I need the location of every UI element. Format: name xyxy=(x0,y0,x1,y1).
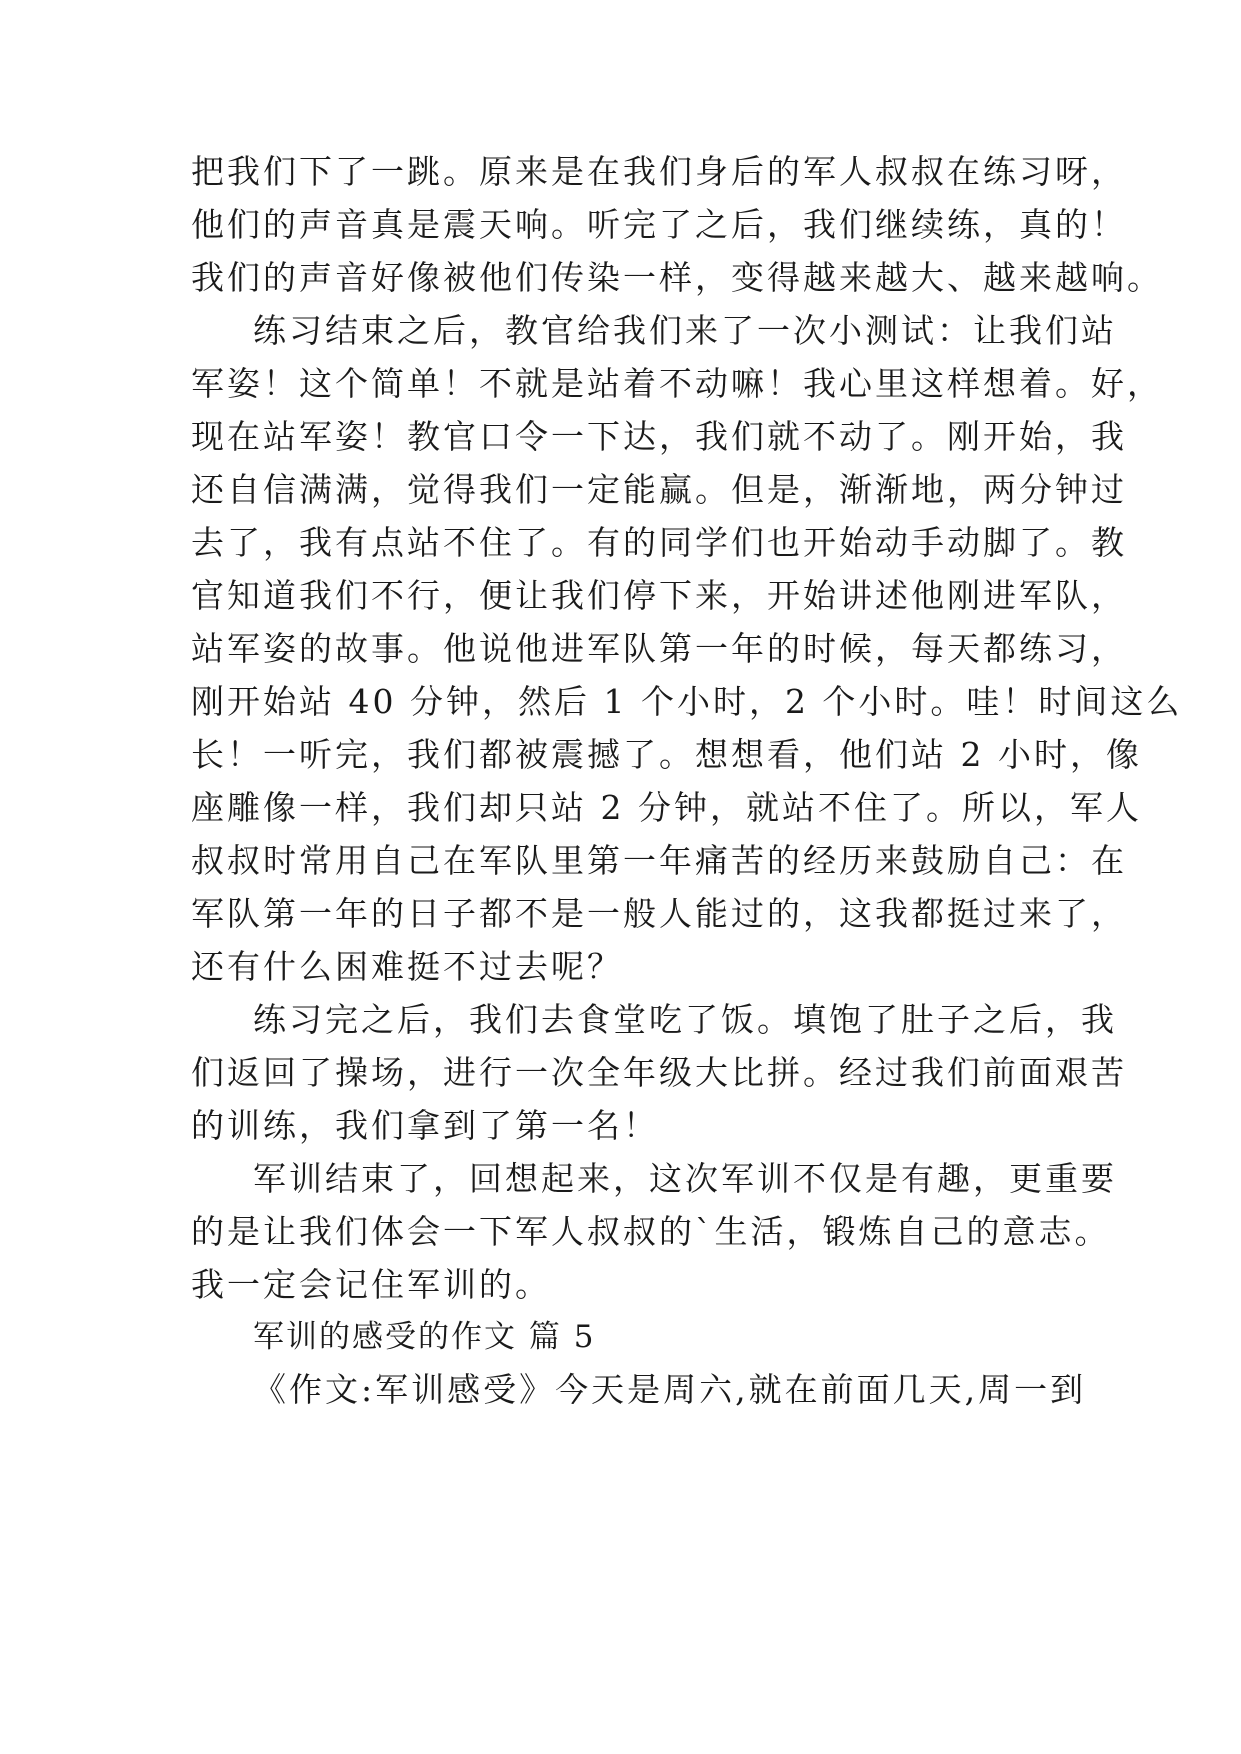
body-line: 我一定会记住军训的。 xyxy=(191,1265,551,1304)
body-line: 现在站军姿！教官口令一下达，我们就不动了。刚开始，我 xyxy=(191,417,1127,456)
body-line: 叔叔时常用自己在军队里第一年痛苦的经历来鼓励自己：在 xyxy=(191,841,1127,880)
paragraph-start-line: 练习结束之后，教官给我们来了一次小测试：让我们站 xyxy=(253,311,1117,350)
paragraph-start-line: 军训结束了，回想起来，这次军训不仅是有趣，更重要 xyxy=(253,1159,1117,1198)
body-line: 我们的声音好像被他们传染一样，变得越来越大、越来越响。 xyxy=(191,258,1163,297)
body-line: 还有什么困难挺不过去呢？ xyxy=(191,947,623,986)
body-line: 还自信满满，觉得我们一定能赢。但是，渐渐地，两分钟过 xyxy=(191,470,1127,509)
body-line: 的是让我们体会一下军人叔叔的`生活，锻炼自己的意志。 xyxy=(191,1212,1111,1251)
paragraph-start-line: 练习完之后，我们去食堂吃了饭。填饱了肚子之后，我 xyxy=(253,1000,1117,1039)
body-line: 他们的声音真是震天响。听完了之后，我们继续练，真的！ xyxy=(191,205,1127,244)
body-line: 军队第一年的日子都不是一般人能过的，这我都挺过来了， xyxy=(191,894,1127,933)
body-line: 长！一听完，我们都被震撼了。想想看，他们站 2 小时，像 xyxy=(191,735,1142,774)
body-line: 把我们下了一跳。原来是在我们身后的军人叔叔在练习呀， xyxy=(191,152,1127,191)
body-line: 站军姿的故事。他说他进军队第一年的时候，每天都练习， xyxy=(191,629,1127,668)
section-heading: 军训的感受的作文 篇 5 xyxy=(253,1319,596,1355)
body-line: 座雕像一样，我们却只站 2 分钟，就站不住了。所以，军人 xyxy=(191,788,1142,827)
body-line: 军姿！这个简单！不就是站着不动嘛！我心里这样想着。好， xyxy=(191,364,1163,403)
body-line: 刚开始站 40 分钟，然后 1 个小时，2 个小时。哇！时间这么 xyxy=(191,682,1183,721)
body-line: 官知道我们不行，便让我们停下来，开始讲述他刚进军队， xyxy=(191,576,1127,615)
paragraph-start-line: 《作文:军训感受》今天是周六,就在前面几天,周一到 xyxy=(253,1370,1087,1409)
body-line: 们返回了操场，进行一次全年级大比拼。经过我们前面艰苦 xyxy=(191,1053,1127,1092)
body-line: 去了，我有点站不住了。有的同学们也开始动手动脚了。教 xyxy=(191,523,1127,562)
body-line: 的训练，我们拿到了第一名！ xyxy=(191,1106,659,1145)
